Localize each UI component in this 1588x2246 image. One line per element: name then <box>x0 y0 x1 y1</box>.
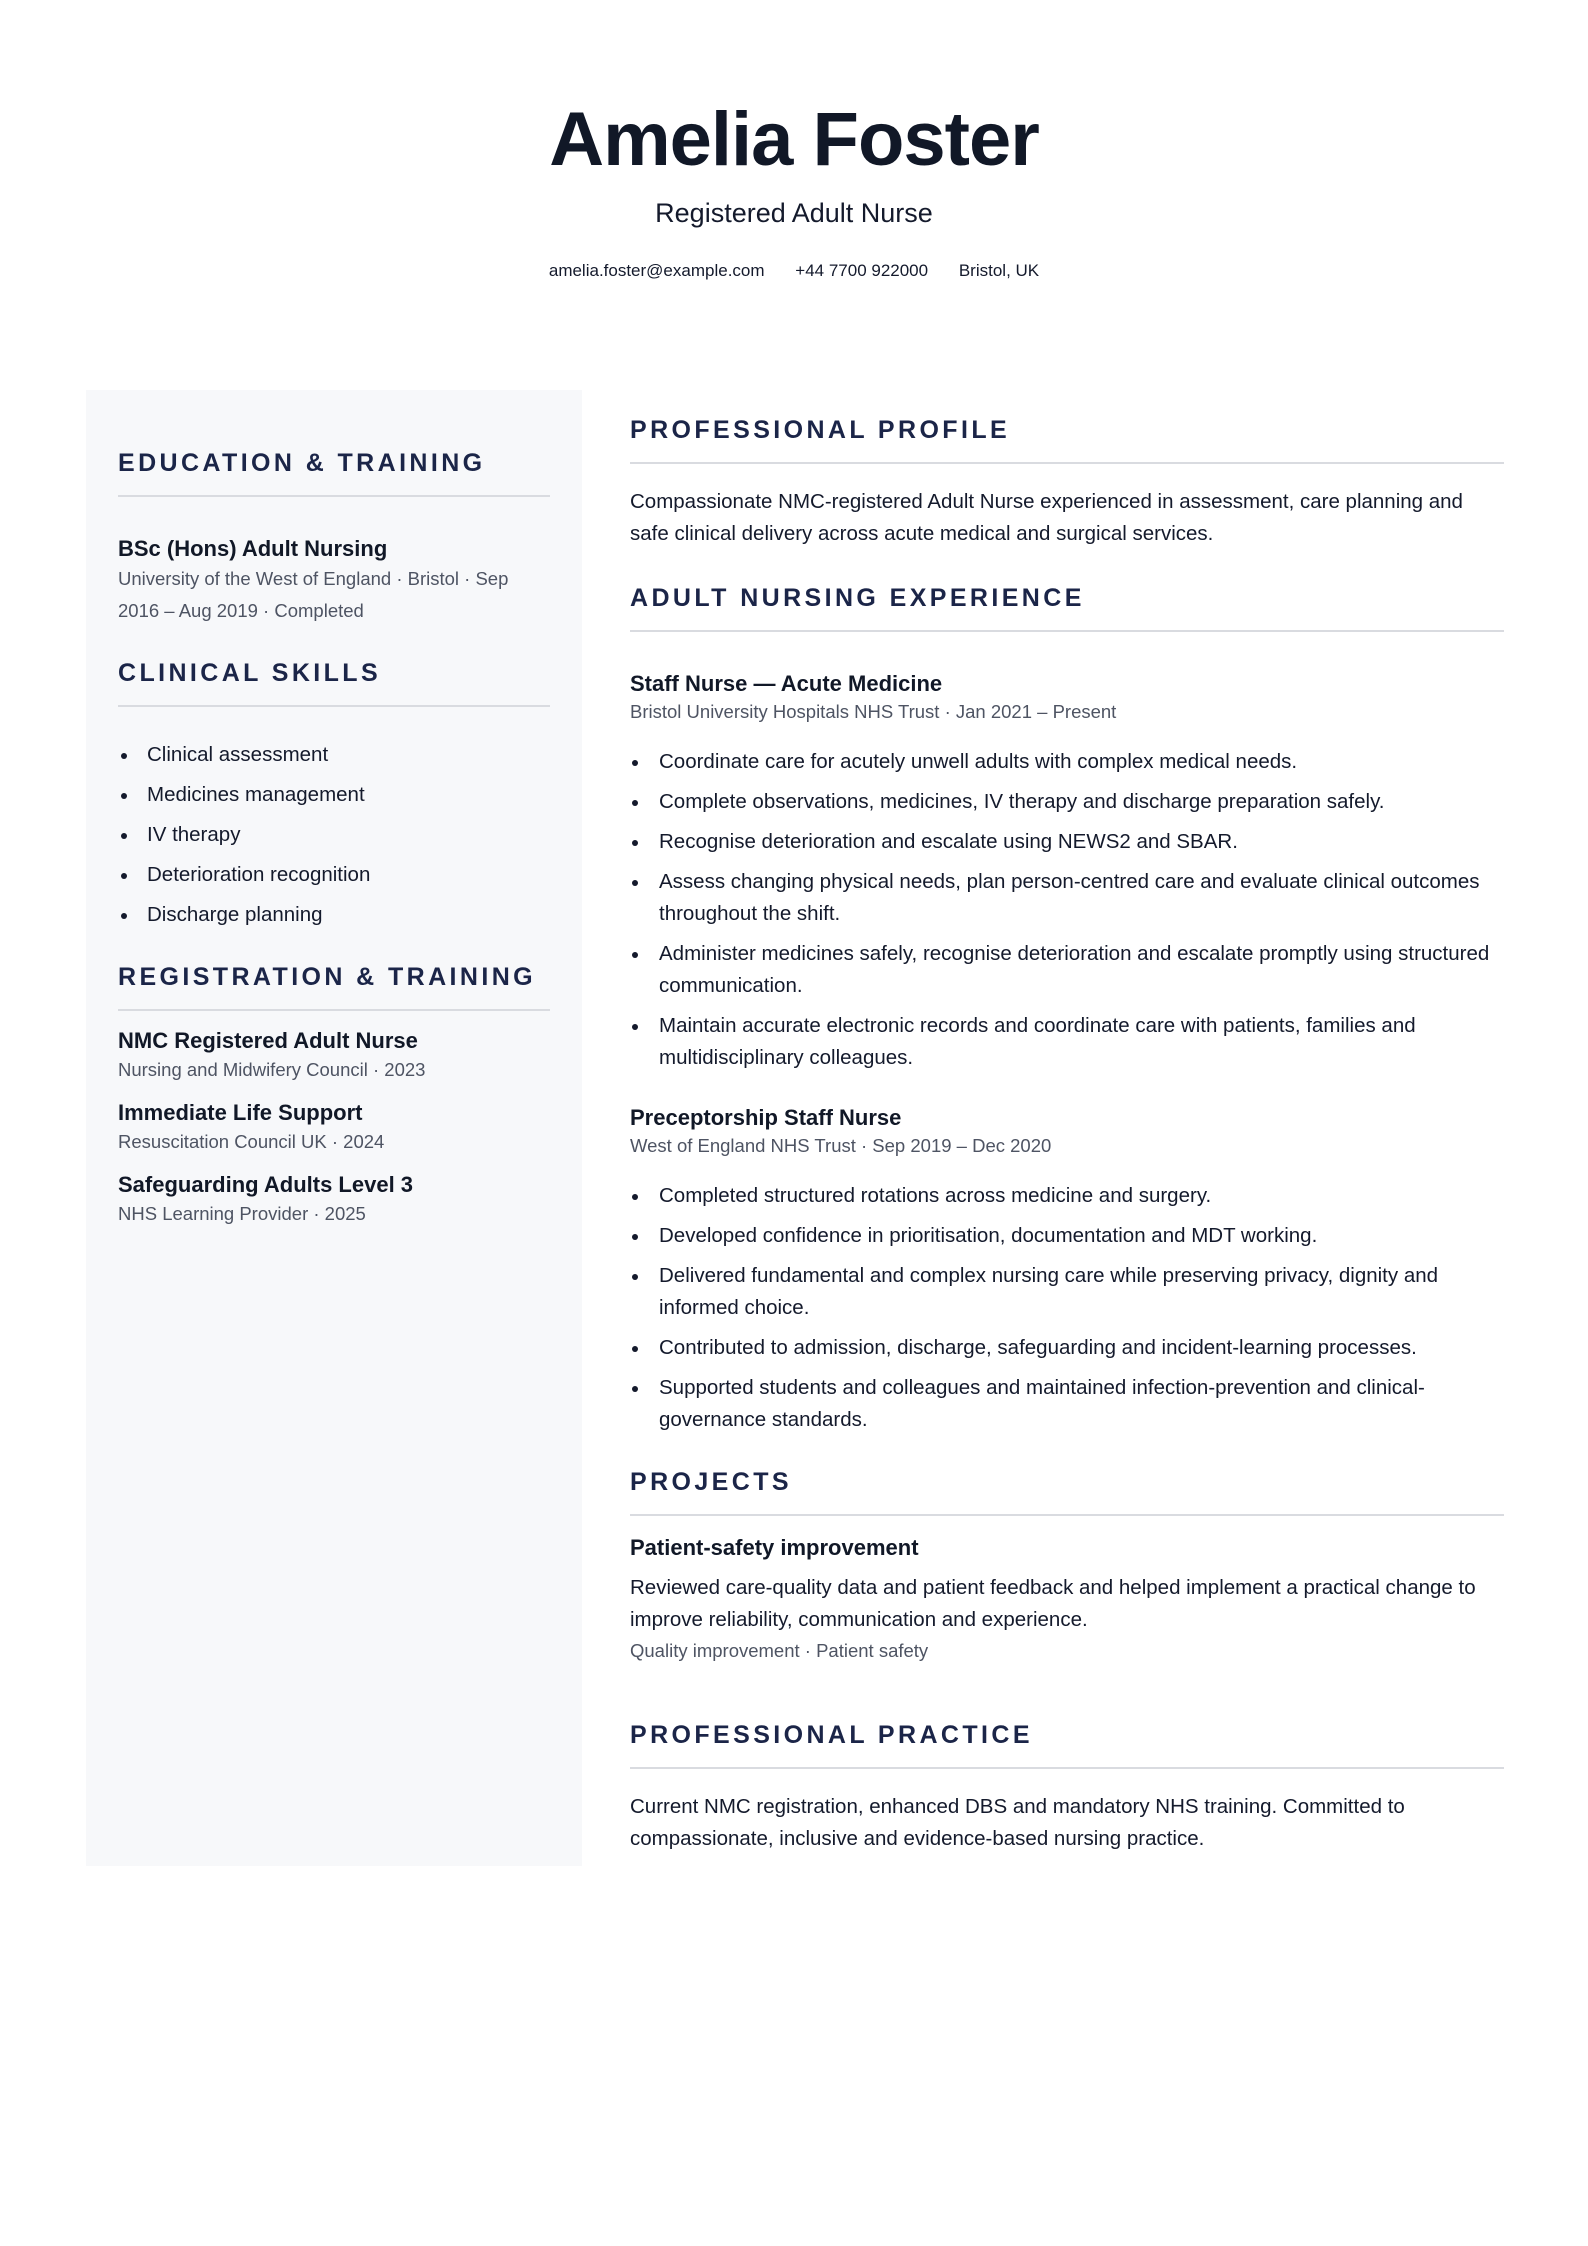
registration-heading: REGISTRATION & TRAINING <box>118 962 550 1011</box>
sidebar <box>86 390 582 1866</box>
job-bullets <box>630 746 1504 1074</box>
list-item: Administer medicines safely, recognise deterioration and escalate promptly using structured communication. <box>630 938 1504 1002</box>
profile-section <box>630 415 1504 550</box>
job-meta: Bristol University Hospitals NHS Trust · Jan 2021 – Present <box>630 701 1117 722</box>
contact-email[interactable]: amelia.foster@example.com <box>548 261 765 280</box>
contact-phone[interactable]: +44 7700 922000 <box>795 261 929 280</box>
list-item: Delivered fundamental and complex nursing care while preserving privacy, dignity and informed choice. <box>630 1260 1504 1324</box>
registration-item <box>118 1171 550 1229</box>
project-title: Patient-safety improvement <box>630 1535 919 1560</box>
registration-meta: Resuscitation Council UK · 2024 <box>118 1131 385 1152</box>
job-bullets <box>630 1180 1504 1436</box>
list-item: Medicines management <box>118 775 550 815</box>
list-item: Clinical assessment <box>118 735 550 775</box>
degree-title: BSc (Hons) Adult Nursing <box>118 536 388 561</box>
profile-text: Compassionate NMC-registered Adult Nurse experienced in assessment, care planning and safe clinical delivery across acute medical and surgical services. <box>630 490 1463 545</box>
list-item: Deterioration recognition <box>118 855 550 895</box>
skills-list <box>118 735 550 935</box>
list-item: Completed structured rotations across medicine and surgery. <box>630 1180 1504 1212</box>
education-section <box>118 448 550 627</box>
registration-meta: Nursing and Midwifery Council · 2023 <box>118 1059 426 1080</box>
projects-heading: PROJECTS <box>630 1467 1504 1516</box>
main-column <box>630 0 1504 2246</box>
registration-section <box>118 962 550 1229</box>
job-title: Preceptorship Staff Nurse <box>630 1105 902 1130</box>
registration-title: Safeguarding Adults Level 3 <box>118 1172 414 1197</box>
practice-text: Current NMC registration, enhanced DBS and mandatory NHS training. Committed to compassionate, inclusive and evidence-based nursing practice. <box>630 1795 1405 1850</box>
list-item: Assess changing physical needs, plan person-centred care and evaluate clinical outcomes throughout the shift. <box>630 866 1504 930</box>
project-text: Reviewed care-quality data and patient feedback and helped implement a practical change to improve reliability, communication and experience. <box>630 1576 1476 1631</box>
job-entry <box>630 1104 1504 1436</box>
list-item: Supported students and colleagues and maintained infection-prevention and clinical-governance standards. <box>630 1372 1504 1436</box>
contact-location: Bristol, UK <box>958 261 1040 280</box>
skills-section <box>118 658 550 935</box>
degree-details: University of the West of England · Bristol · Sep 2016 – Aug 2019 · Completed <box>118 568 509 621</box>
registration-title: Immediate Life Support <box>118 1100 363 1125</box>
registration-title: NMC Registered Adult Nurse <box>118 1028 418 1053</box>
job-entry <box>630 670 1504 1074</box>
list-item: Complete observations, medicines, IV therapy and discharge preparation safely. <box>630 786 1504 818</box>
skills-heading: CLINICAL SKILLS <box>118 658 550 707</box>
list-item: Contributed to admission, discharge, safeguarding and incident-learning processes. <box>630 1332 1504 1364</box>
profile-heading: PROFESSIONAL PROFILE <box>630 415 1504 464</box>
practice-section <box>630 1720 1504 1855</box>
job-title: Registered Adult Nurse <box>655 198 933 228</box>
experience-heading: ADULT NURSING EXPERIENCE <box>630 583 1504 632</box>
job-title: Staff Nurse — Acute Medicine <box>630 671 943 696</box>
projects-section <box>630 1467 1504 1666</box>
job-meta: West of England NHS Trust · Sep 2019 – Dec 2020 <box>630 1135 1052 1156</box>
list-item: Discharge planning <box>118 895 550 935</box>
list-item: Recognise deterioration and escalate using NEWS2 and SBAR. <box>630 826 1504 858</box>
project-tags: Quality improvement · Patient safety <box>630 1640 929 1661</box>
candidate-name: Amelia Foster <box>549 97 1039 182</box>
list-item: IV therapy <box>118 815 550 855</box>
list-item: Coordinate care for acutely unwell adults with complex medical needs. <box>630 746 1504 778</box>
experience-section <box>630 583 1504 1444</box>
registration-item <box>118 1027 550 1085</box>
registration-meta: NHS Learning Provider · 2025 <box>118 1203 366 1224</box>
practice-heading: PROFESSIONAL PRACTICE <box>630 1720 1504 1769</box>
registration-item <box>118 1099 550 1157</box>
list-item: Developed confidence in prioritisation, documentation and MDT working. <box>630 1220 1504 1252</box>
list-item: Maintain accurate electronic records and coordinate care with patients, families and multidisciplinary colleagues. <box>630 1010 1504 1074</box>
education-heading: EDUCATION & TRAINING <box>118 448 550 497</box>
